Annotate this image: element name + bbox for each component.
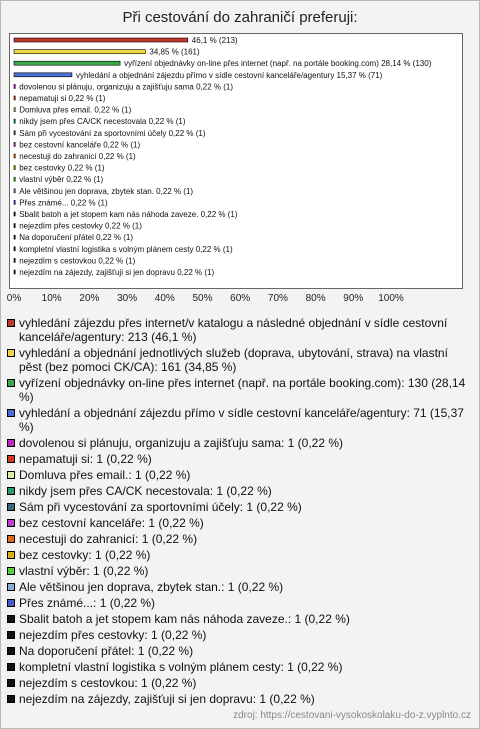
legend-swatch bbox=[7, 455, 15, 463]
legend-swatch bbox=[7, 349, 15, 357]
bar-label-18: kompletní vlastní logistika s volným plánem cesty 0,22 % (1) bbox=[19, 244, 233, 254]
x-tick-label: 30% bbox=[117, 293, 138, 304]
legend-item bbox=[7, 596, 473, 610]
bar-label-0: 46,1 % (213) bbox=[191, 36, 238, 45]
legend-label: vyhledání a objednání zájezdu přímo v sídle cestovní kanceláře/agentury: 71 (15,37 %) bbox=[19, 406, 464, 434]
bar-4 bbox=[14, 84, 15, 88]
legend-item bbox=[7, 660, 473, 674]
x-tick-label: 10% bbox=[41, 293, 62, 304]
legend-swatch bbox=[7, 503, 15, 511]
legend-swatch bbox=[7, 487, 15, 495]
legend-item bbox=[7, 676, 473, 690]
bar-label-5: nepamatuji si 0,22 % (1) bbox=[19, 94, 106, 103]
x-axis bbox=[0, 293, 480, 307]
bar-17 bbox=[14, 235, 15, 239]
bar-label-8: Sám při vycestování za sportovními účely 0,22 % (1) bbox=[19, 128, 206, 138]
bar-label-2: vyřízení objednávky on-line přes internet (např. na portále booking.com) 28,14 % (130) bbox=[124, 59, 432, 69]
bar-12 bbox=[14, 177, 15, 181]
legend-label: vlastní výběr: 1 (0,22 %) bbox=[19, 564, 149, 578]
bar-7 bbox=[14, 119, 15, 123]
x-tick-label: 100% bbox=[378, 293, 404, 304]
legend-swatch bbox=[7, 409, 15, 417]
bar-10 bbox=[14, 154, 15, 158]
bar-chart bbox=[10, 34, 462, 288]
bar-label-15: Sbalit batoh a jet stopem kam nás náhoda zaveze. 0,22 % (1) bbox=[19, 210, 238, 219]
legend-swatch bbox=[7, 471, 15, 479]
bar-0 bbox=[14, 38, 188, 42]
x-tick-label: 90% bbox=[343, 293, 364, 304]
legend-item bbox=[7, 692, 473, 706]
legend-swatch bbox=[7, 379, 15, 387]
bar-label-11: bez cestovky 0,22 % (1) bbox=[19, 163, 105, 173]
legend-label: bez cestovní kanceláře: 1 (0,22 %) bbox=[19, 516, 204, 530]
bar-16 bbox=[14, 224, 15, 228]
bar-label-16: nejezdím přes cestovky 0,22 % (1) bbox=[19, 221, 142, 231]
bar-label-14: Přes známé... 0,22 % (1) bbox=[19, 198, 108, 208]
legend-label: bez cestovky: 1 (0,22 %) bbox=[19, 548, 151, 562]
legend-label: necestuji do zahranicí: 1 (0,22 %) bbox=[19, 532, 198, 546]
legend-item bbox=[7, 346, 473, 374]
bar-label-9: bez cestovní kanceláře 0,22 % (1) bbox=[19, 140, 141, 150]
x-tick-label: 60% bbox=[230, 293, 251, 304]
legend-item bbox=[7, 436, 473, 450]
bar-label-4: dovolenou si plánuju, organizuju a zajišťuju sama 0,22 % (1) bbox=[19, 82, 233, 92]
legend-item bbox=[7, 316, 473, 344]
x-tick-label: 80% bbox=[305, 293, 326, 304]
source-link[interactable]: zdroj: https://cestovani-vysokoskolaku-do-z.vyplnto.cz bbox=[233, 710, 471, 721]
legend-item bbox=[7, 612, 473, 626]
legend-swatch bbox=[7, 567, 15, 575]
bar-1 bbox=[14, 50, 145, 54]
x-tick-label: 70% bbox=[267, 293, 288, 304]
legend-label: nejezdím přes cestovky: 1 (0,22 %) bbox=[19, 628, 207, 642]
legend-swatch bbox=[7, 439, 15, 447]
bar-20 bbox=[14, 270, 15, 274]
bar-label-3: vyhledání a objednání zájezdu přímo v sídle cestovní kanceláře/agentury 15,37 % (71) bbox=[75, 70, 383, 80]
bar-label-13: Ale většinou jen doprava, zbytek stan. 0,22 % (1) bbox=[19, 186, 194, 196]
bar-label-12: vlastní výběr 0,22 % (1) bbox=[19, 175, 104, 185]
legend-label: Přes známé...: 1 (0,22 %) bbox=[19, 596, 156, 610]
legend-item bbox=[7, 452, 473, 466]
legend-swatch bbox=[7, 615, 15, 623]
legend-label: vyřízení objednávky on-line přes internet (např. na portále booking.com): 130 (28,14 %) bbox=[19, 376, 466, 404]
legend-label: nejezdím s cestovkou: 1 (0,22 %) bbox=[19, 676, 197, 690]
legend-item bbox=[7, 484, 473, 498]
legend-label: nikdy jsem přes CA/CK necestovala: 1 (0,22 %) bbox=[19, 484, 272, 498]
x-tick-label: 0% bbox=[6, 293, 22, 304]
legend-item bbox=[7, 548, 473, 562]
legend-item bbox=[7, 406, 473, 434]
legend-item bbox=[7, 628, 473, 642]
legend-swatch bbox=[7, 551, 15, 559]
plot-area bbox=[9, 33, 463, 289]
bar-18 bbox=[14, 247, 15, 251]
legend-label: kompletní vlastní logistika s volným plánem cesty: 1 (0,22 %) bbox=[19, 660, 343, 674]
legend-label: Na doporučení přátel: 1 (0,22 %) bbox=[19, 644, 194, 658]
bar-11 bbox=[14, 166, 15, 170]
bar-label-7: nikdy jsem přes CA/CK necestovala 0,22 % (1) bbox=[19, 117, 186, 127]
legend-item bbox=[7, 580, 473, 594]
x-tick-label: 40% bbox=[154, 293, 175, 304]
legend-label: Domluva přes email.: 1 (0,22 %) bbox=[19, 468, 191, 482]
bar-6 bbox=[14, 108, 15, 112]
legend-label: Sám při vycestování za sportovními účely: 1 (0,22 %) bbox=[19, 500, 302, 514]
legend-swatch bbox=[7, 319, 15, 327]
legend-label: dovolenou si plánuju, organizuju a zajišťuju sama: 1 (0,22 %) bbox=[19, 436, 344, 450]
bar-8 bbox=[14, 131, 15, 135]
bar-label-19: nejezdím s cestovkou 0,22 % (1) bbox=[19, 256, 136, 266]
legend-swatch bbox=[7, 647, 15, 655]
legend-item bbox=[7, 532, 473, 546]
legend-label: Sbalit batoh a jet stopem kam nás náhoda zaveze.: 1 (0,22 %) bbox=[19, 612, 350, 626]
bar-label-17: Na doporučení přátel 0,22 % (1) bbox=[19, 233, 134, 243]
bar-19 bbox=[14, 258, 15, 262]
legend-label: nejezdím na zájezdy, zajišťuji si jen dopravu: 1 (0,22 %) bbox=[19, 692, 315, 706]
legend-item bbox=[7, 500, 473, 514]
legend-swatch bbox=[7, 663, 15, 671]
bar-3 bbox=[14, 73, 72, 77]
bar-5 bbox=[14, 96, 15, 100]
legend-label: vyhledání a objednání jednotlivých služeb (doprava, ubytování, strava) na vlastní pěst (bez pomoci CK/CA): 161 (34,85 %) bbox=[19, 346, 448, 374]
x-tick-label: 50% bbox=[192, 293, 213, 304]
legend bbox=[7, 316, 473, 708]
legend-label: nepamatuji si: 1 (0,22 %) bbox=[19, 452, 152, 466]
legend-item bbox=[7, 564, 473, 578]
legend-swatch bbox=[7, 583, 15, 591]
bar-label-10: necestuji do zahranicí 0,22 % (1) bbox=[19, 152, 136, 161]
legend-label: Ale většinou jen doprava, zbytek stan.: 1 (0,22 %) bbox=[19, 580, 284, 594]
chart-title: Při cestování do zahraničí preferuji: bbox=[122, 9, 358, 26]
bar-15 bbox=[14, 212, 15, 216]
bar-label-20: nejezdím na zájezdy, zajišťuji si jen dopravu 0,22 % (1) bbox=[19, 268, 215, 277]
legend-swatch bbox=[7, 679, 15, 687]
bar-9 bbox=[14, 142, 15, 146]
x-tick-label: 20% bbox=[79, 293, 100, 304]
legend-swatch bbox=[7, 631, 15, 639]
bar-label-1: 34,85 % (161) bbox=[149, 47, 200, 57]
legend-item bbox=[7, 644, 473, 658]
legend-swatch bbox=[7, 519, 15, 527]
bar-2 bbox=[14, 61, 120, 65]
bar-13 bbox=[14, 189, 15, 193]
bar-14 bbox=[14, 200, 15, 204]
legend-item bbox=[7, 376, 473, 404]
legend-label: vyhledání zájezdu přes internet/v katalogu a následné objednání v sídle cestovní kanceláře/agentury: 213 (46,1 %) bbox=[19, 316, 448, 344]
legend-swatch bbox=[7, 695, 15, 703]
legend-item bbox=[7, 516, 473, 530]
bar-label-6: Domluva přes email. 0,22 % (1) bbox=[19, 105, 132, 115]
legend-swatch bbox=[7, 535, 15, 543]
legend-item bbox=[7, 468, 473, 482]
legend-swatch bbox=[7, 599, 15, 607]
